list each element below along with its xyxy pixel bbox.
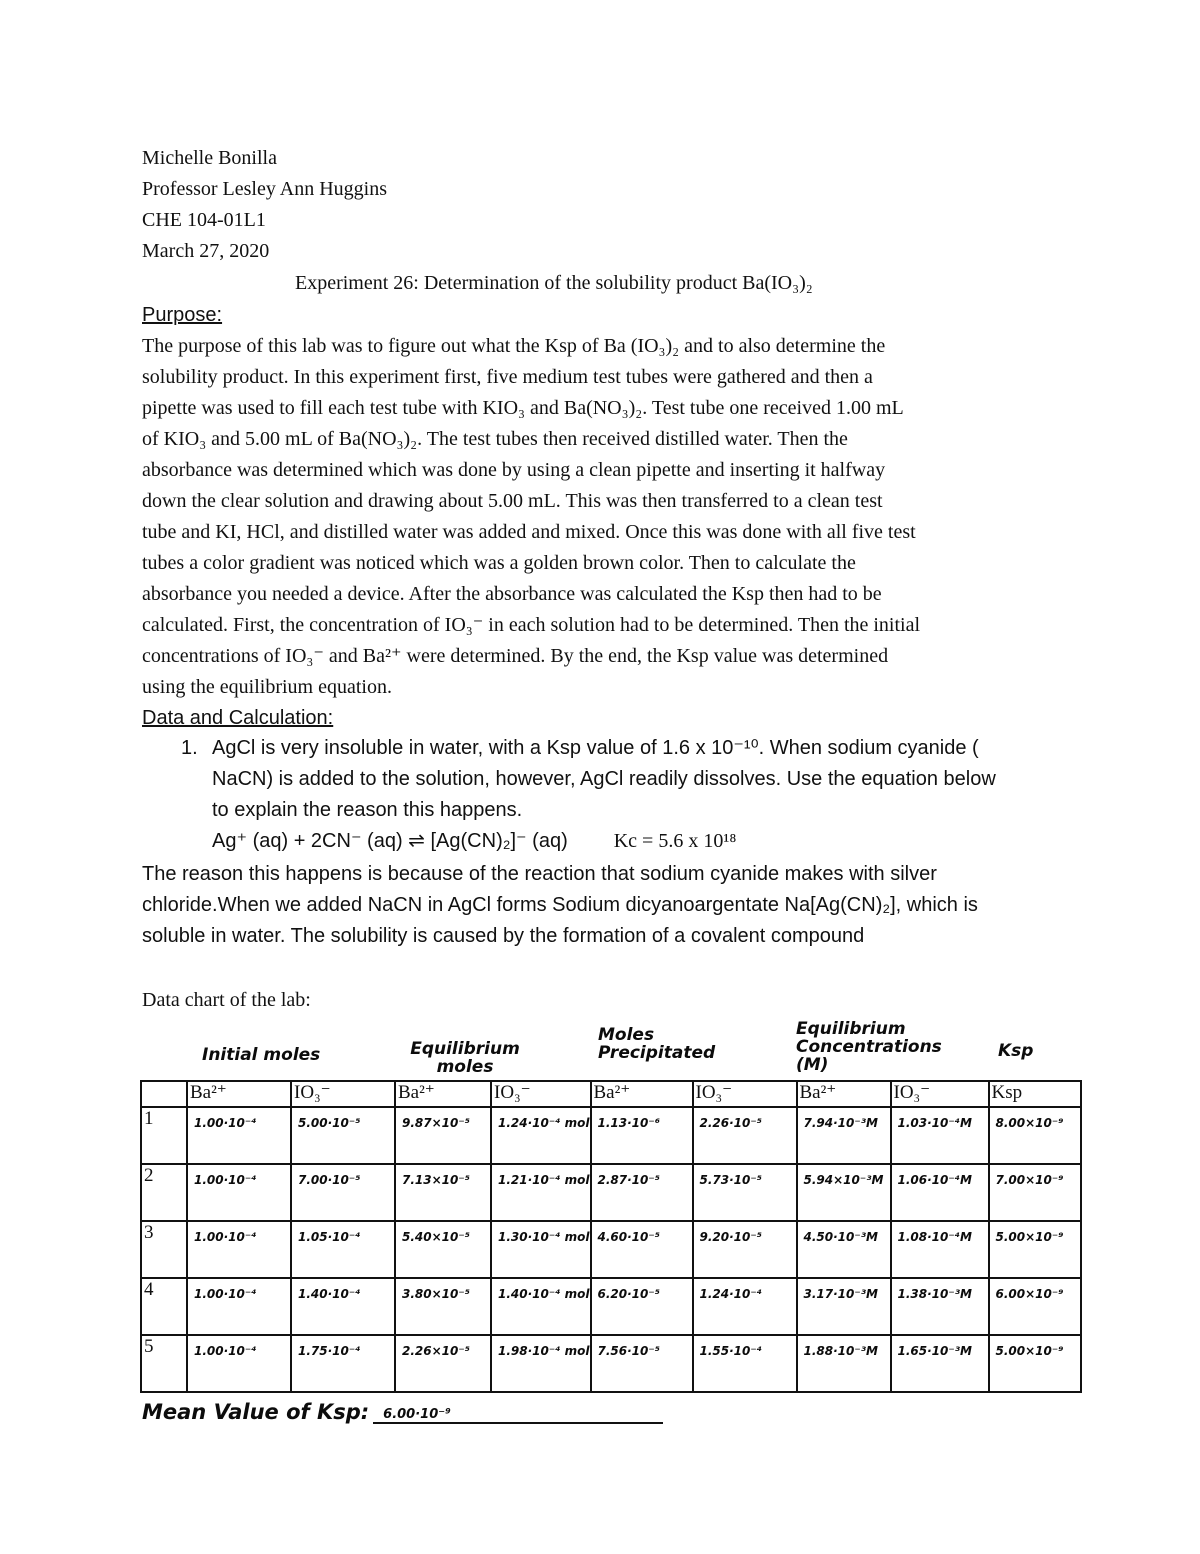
- purpose-line: tube and KI, HCl, and distilled water was added and mixed. Once this was done with all five test: [142, 521, 916, 543]
- purpose-line: solubility product. In this experiment first, five medium test tubes were gathered and then a: [142, 366, 873, 388]
- table-cell: 3.80×10⁻⁵: [395, 1278, 491, 1335]
- table-cell: 2.87·10⁻⁵: [591, 1164, 693, 1221]
- purpose-line: concentrations of IO₃⁻ and Ba²⁺ were determined. By the end, the Ksp value was determined: [142, 645, 889, 667]
- author-name: Michelle Bonilla: [142, 147, 277, 169]
- table-cell: 1.00·10⁻⁴: [187, 1278, 291, 1335]
- table-row: [141, 1335, 1081, 1392]
- table-cell: 1.65·10⁻³M: [891, 1335, 989, 1392]
- chart-label: Data chart of the lab:: [142, 989, 311, 1011]
- group-header-initial-moles: Initial moles: [202, 1045, 321, 1065]
- equation-kc: Kc = 5.6 x 10¹⁸: [613, 830, 737, 852]
- purpose-line: pipette was used to fill each test tube with KIO₃ and Ba(NO₃)₂. Test tube one received 1.00 mL: [142, 397, 904, 419]
- table-cell: 5.00·10⁻⁵: [291, 1107, 395, 1164]
- data-table: [140, 1080, 1082, 1393]
- table-cell: 7.00×10⁻⁹: [989, 1164, 1081, 1221]
- group-header-equilibrium-moles: Equilibrium moles: [410, 1039, 520, 1077]
- purpose-line: of KIO₃ and 5.00 mL of Ba(NO₃)₂. The test tubes then received distilled water. Then the: [142, 428, 848, 450]
- table-cell: 1.00·10⁻⁴: [187, 1107, 291, 1164]
- answer-line: chloride.When we added NaCN in AgCl forms Sodium dicyanoargentate Na[Ag(CN)₂], which is: [142, 894, 978, 916]
- table-cell: 2.26·10⁻⁵: [693, 1107, 797, 1164]
- column-header: Ba²⁺: [797, 1081, 891, 1107]
- question-line: NaCN) is added to the solution, however, AgCl readily dissolves. Use the equation below: [212, 768, 996, 790]
- row-number: 3: [141, 1221, 187, 1278]
- table-cell: 3.17·10⁻³M: [797, 1278, 891, 1335]
- purpose-line: using the equilibrium equation.: [142, 676, 392, 698]
- table-cell: 5.73·10⁻⁵: [693, 1164, 797, 1221]
- table-cell: 4.60·10⁻⁵: [591, 1221, 693, 1278]
- answer-paragraph: [142, 859, 1082, 952]
- table-cell: 1.55·10⁻⁴: [693, 1335, 797, 1392]
- row-number: 1: [141, 1107, 187, 1164]
- equation-reaction: Ag⁺ (aq) + 2CN⁻ (aq) ⇌ [Ag(CN)₂]⁻ (aq): [212, 830, 568, 852]
- table-cell: 1.98·10⁻⁴ mol: [491, 1335, 591, 1392]
- table-cell: 1.24·10⁻⁴: [693, 1278, 797, 1335]
- purpose-line: absorbance you needed a device. After the absorbance was calculated the Ksp then had to be: [142, 583, 882, 605]
- purpose-line: The purpose of this lab was to figure out what the Ksp of Ba (IO₃)₂ and to also determine the: [142, 335, 886, 357]
- experiment-title: Experiment 26: Determination of the solubility product Ba(IO₃)₂: [295, 272, 813, 294]
- equilibrium-equation: [212, 826, 736, 857]
- column-header: Ba²⁺: [395, 1081, 491, 1107]
- column-header: IO₃⁻: [491, 1081, 591, 1107]
- answer-line: soluble in water. The solubility is caused by the formation of a covalent compound: [142, 925, 865, 947]
- mean-ksp: [142, 1400, 663, 1424]
- column-header: Ksp: [989, 1081, 1081, 1107]
- table-cell: 1.00·10⁻⁴: [187, 1164, 291, 1221]
- table-row: [141, 1107, 1081, 1164]
- table-cell: 6.00×10⁻⁹: [989, 1278, 1081, 1335]
- table-cell: 1.00·10⁻⁴: [187, 1335, 291, 1392]
- table-cell: 5.40×10⁻⁵: [395, 1221, 491, 1278]
- report-date: March 27, 2020: [142, 240, 270, 262]
- table-cell: 7.94·10⁻³M: [797, 1107, 891, 1164]
- table-cell: 4.50·10⁻³M: [797, 1221, 891, 1278]
- table-row: [141, 1164, 1081, 1221]
- row-number: 5: [141, 1335, 187, 1392]
- table-cell: 1.30·10⁻⁴ mol: [491, 1221, 591, 1278]
- table-row: [141, 1278, 1081, 1335]
- table-cell: 1.88·10⁻³M: [797, 1335, 891, 1392]
- table-cell: 9.87×10⁻⁵: [395, 1107, 491, 1164]
- table-cell: 7.13×10⁻⁵: [395, 1164, 491, 1221]
- table-cell: 1.13·10⁻⁶: [591, 1107, 693, 1164]
- table-cell: 7.56·10⁻⁵: [591, 1335, 693, 1392]
- table-cell: 1.40·10⁻⁴: [291, 1278, 395, 1335]
- mean-ksp-label: Mean Value of Ksp:: [142, 1400, 370, 1424]
- column-header: IO₃⁻: [693, 1081, 797, 1107]
- table-cell: 1.38·10⁻³M: [891, 1278, 989, 1335]
- data-heading: Data and Calculation:: [142, 707, 334, 729]
- row-number: 2: [141, 1164, 187, 1221]
- table-cell: 5.94×10⁻³M: [797, 1164, 891, 1221]
- purpose-line: absorbance was determined which was done by using a clean pipette and inserting it halfway: [142, 459, 886, 481]
- table-cell: 1.24·10⁻⁴ mol: [491, 1107, 591, 1164]
- table-cell: 5.00×10⁻⁹: [989, 1221, 1081, 1278]
- course-code: CHE 104-01L1: [142, 209, 266, 231]
- table-cell: 8.00×10⁻⁹: [989, 1107, 1081, 1164]
- purpose-line: calculated. First, the concentration of IO₃⁻ in each solution had to be determined. Then the initial: [142, 614, 921, 636]
- table-cell: 1.21·10⁻⁴ mol: [491, 1164, 591, 1221]
- table-cell: 1.05·10⁻⁴: [291, 1221, 395, 1278]
- purpose-line: down the clear solution and drawing about 5.00 mL. This was then transferred to a clean test: [142, 490, 883, 512]
- answer-line: The reason this happens is because of the reaction that sodium cyanide makes with silver: [142, 863, 937, 885]
- purpose-heading: Purpose:: [142, 304, 223, 326]
- question-number: 1.: [181, 737, 198, 759]
- group-header-moles-precipitated: Moles Precipitated: [598, 1025, 716, 1063]
- table-cell: 1.06·10⁻⁴M: [891, 1164, 989, 1221]
- table-cell: 6.20·10⁻⁵: [591, 1278, 693, 1335]
- table-cell: 2.26×10⁻⁵: [395, 1335, 491, 1392]
- table-cell: 5.00×10⁻⁹: [989, 1335, 1081, 1392]
- group-header-equilibrium-concentrations: Equilibrium Concentrations (M): [796, 1019, 942, 1075]
- table-row: [141, 1221, 1081, 1278]
- column-header: Ba²⁺: [187, 1081, 291, 1107]
- column-header: [141, 1081, 187, 1107]
- table-cell: 9.20·10⁻⁵: [693, 1221, 797, 1278]
- question-line: AgCl is very insoluble in water, with a Ksp value of 1.6 x 10⁻¹⁰. When sodium cyanide (: [212, 737, 979, 759]
- table-cell: 1.08·10⁻⁴M: [891, 1221, 989, 1278]
- row-number: 4: [141, 1278, 187, 1335]
- table-cell: 1.03·10⁻⁴M: [891, 1107, 989, 1164]
- table-cell: 1.40·10⁻⁴ mol: [491, 1278, 591, 1335]
- purpose-paragraph: [142, 331, 1062, 703]
- mean-ksp-value: 6.00·10⁻⁹: [373, 1407, 663, 1424]
- column-header: Ba²⁺: [591, 1081, 693, 1107]
- column-header: IO₃⁻: [291, 1081, 395, 1107]
- professor-name: Professor Lesley Ann Huggins: [142, 178, 387, 200]
- group-header-ksp: Ksp: [998, 1041, 1034, 1061]
- purpose-line: tubes a color gradient was noticed which was a golden brown color. Then to calculate the: [142, 552, 856, 574]
- table-cell: 1.75·10⁻⁴: [291, 1335, 395, 1392]
- table-header-row: [141, 1081, 1081, 1107]
- table-cell: 7.00·10⁻⁵: [291, 1164, 395, 1221]
- table-cell: 1.00·10⁻⁴: [187, 1221, 291, 1278]
- question-line: to explain the reason this happens.: [212, 799, 523, 821]
- column-header: IO₃⁻: [891, 1081, 989, 1107]
